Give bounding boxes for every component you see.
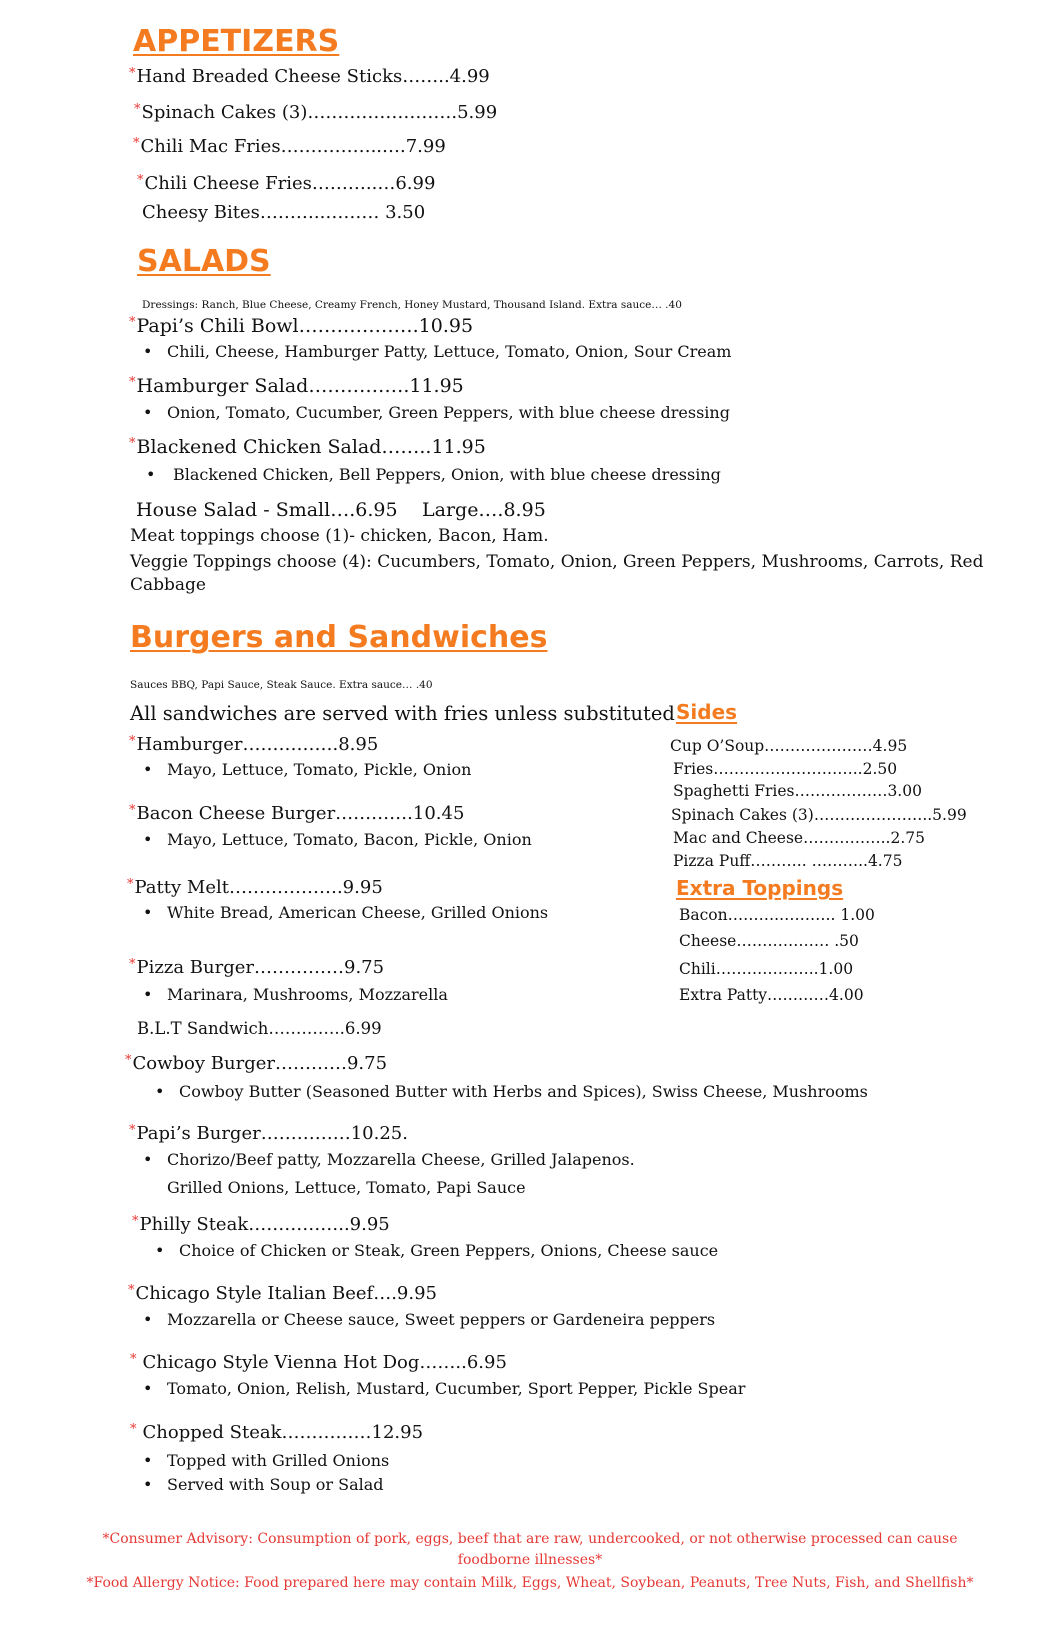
menu-item-spinach-cakes: *Spinach Cakes (3)…………………….5.99	[134, 102, 498, 123]
menu-item-hamburger: *Hamburger…………….8.95	[129, 734, 379, 755]
bullet-icon: •	[143, 1379, 153, 1398]
asterisk-icon: *	[130, 1422, 137, 1437]
menu-item-italian-beef: *Chicago Style Italian Beef….9.95	[128, 1283, 438, 1304]
consumer-advisory: *Consumer Advisory: Consumption of pork, eggs, beef that are raw, undercooked, or not otherwise processed can cause foodborne illnesses*	[102, 1531, 958, 1568]
bullet-icon: •	[143, 1475, 153, 1494]
list-item: • Tomato, Onion, Relish, Mustard, Cucumber, Sport Pepper, Pickle Spear	[143, 1379, 746, 1398]
menu-item-philly-steak: *Philly Steak……………..9.95	[132, 1214, 390, 1235]
asterisk-icon: *	[132, 1214, 139, 1229]
asterisk-icon: *	[127, 877, 134, 892]
menu-item-cheesy-bites: Cheesy Bites………..……… 3.50	[142, 202, 426, 223]
list-item: • Mozzarella or Cheese sauce, Sweet peppers or Gardeneira peppers	[143, 1310, 716, 1329]
asterisk-icon: *	[134, 102, 141, 117]
topping-item-extra-patty: Extra Patty…………4.00	[679, 986, 864, 1004]
bullet-icon: •	[146, 465, 156, 484]
side-item-pizza-puff: Pizza Puff……….. ………..4.75	[673, 852, 903, 870]
asterisk-icon: *	[128, 1283, 135, 1298]
served-with-fries-note: All sandwiches are served with fries unless substituted	[130, 702, 675, 725]
sides-heading: Sides	[676, 700, 738, 724]
veggie-toppings-note: Veggie Toppings choose (4): Cucumbers, Tomato, Onion, Green Peppers, Mushrooms, Carrots, Red Cabbage	[130, 552, 984, 595]
side-item-mac-and-cheese: Mac and Cheese……………..2.75	[673, 829, 925, 847]
menu-item-patty-melt: *Patty Melt……………….9.95	[127, 877, 383, 898]
list-item: • Topped with Grilled Onions	[143, 1451, 390, 1470]
bullet-icon: •	[143, 403, 153, 422]
asterisk-icon: *	[129, 957, 136, 972]
menu-item-chopped-steak: * Chopped Steak……………12.95	[130, 1422, 424, 1443]
menu-item-chili-mac-fries: *Chili Mac Fries……………..….7.99	[133, 136, 446, 157]
asterisk-icon: *	[129, 1123, 136, 1138]
sauces-note: Sauces BBQ, Papi Sauce, Steak Sauce. Extra sauce… .40	[130, 679, 433, 691]
meat-toppings-note: Meat toppings choose (1)- chicken, Bacon, Ham.	[130, 526, 549, 546]
menu-item-cowboy-burger: *Cowboy Burger…………9.75	[125, 1053, 388, 1074]
bullet-icon: •	[143, 760, 153, 779]
list-item: • Blackened Chicken, Bell Peppers, Onion, with blue cheese dressing	[146, 465, 721, 484]
list-item: • Cowboy Butter (Seasoned Butter with Herbs and Spices), Swiss Cheese, Mushrooms	[155, 1082, 868, 1101]
menu-item-hamburger-salad: *Hamburger Salad…………….11.95	[129, 375, 464, 397]
extra-toppings-heading: Extra Toppings	[676, 876, 844, 900]
dressings-note: Dressings: Ranch, Blue Cheese, Creamy French, Honey Mustard, Thousand Island. Extra sauce… .40	[142, 299, 682, 311]
food-allergy-notice: *Food Allergy Notice: Food prepared here may contain Milk, Eggs, Wheat, Soybean, Peanuts, Tree Nuts, Fish, and Shellfish*	[86, 1575, 974, 1591]
asterisk-icon: *	[129, 734, 136, 749]
house-salad-large: Large….8.95	[422, 499, 546, 521]
menu-item-pizza-burger: *Pizza Burger……………9.75	[129, 957, 385, 978]
asterisk-icon: *	[125, 1053, 132, 1068]
bullet-icon: •	[143, 1451, 153, 1470]
list-item: • Chili, Cheese, Hamburger Patty, Lettuce, Tomato, Onion, Sour Cream	[143, 342, 732, 361]
menu-item-blt: B.L.T Sandwich…………..6.99	[137, 1019, 382, 1038]
list-item-continued: Grilled Onions, Lettuce, Tomato, Papi Sauce	[167, 1178, 526, 1197]
menu-item-vienna-hot-dog: * Chicago Style Vienna Hot Dog……..6.95	[130, 1352, 507, 1373]
list-item: • Onion, Tomato, Cucumber, Green Peppers, with blue cheese dressing	[143, 403, 730, 422]
house-salad-small: House Salad - Small….6.95	[136, 499, 398, 521]
asterisk-icon: *	[129, 436, 136, 451]
bullet-icon: •	[143, 830, 153, 849]
topping-item-chili: Chili………………..1.00	[679, 960, 854, 978]
bullet-icon: •	[143, 342, 153, 361]
list-item: • Mayo, Lettuce, Tomato, Pickle, Onion	[143, 760, 472, 779]
menu-item-cheese-sticks: *Hand Breaded Cheese Sticks……..4.99	[129, 66, 490, 87]
list-item: • Choice of Chicken or Steak, Green Peppers, Onions, Cheese sauce	[155, 1241, 719, 1260]
asterisk-icon: *	[130, 1352, 137, 1367]
side-item-spinach-cakes: Spinach Cakes (3)…………………..5.99	[671, 806, 967, 824]
list-item: • Marinara, Mushrooms, Mozzarella	[143, 985, 448, 1004]
list-item: • White Bread, American Cheese, Grilled Onions	[143, 903, 549, 922]
burgers-heading: Burgers and Sandwiches	[130, 620, 548, 655]
list-item: • Served with Soup or Salad	[143, 1475, 384, 1494]
bullet-icon: •	[143, 985, 153, 1004]
bullet-icon: •	[143, 1310, 153, 1329]
menu-item-blackened-chicken-salad: *Blackened Chicken Salad……..11.95	[129, 436, 486, 458]
asterisk-icon: *	[129, 375, 136, 390]
menu-item-papis-chili-bowl: *Papi’s Chili Bowl……………….10.95	[129, 315, 474, 337]
bullet-icon: •	[155, 1241, 165, 1260]
topping-item-bacon: Bacon……….……….. 1.00	[679, 906, 875, 924]
appetizers-heading: APPETIZERS	[133, 24, 340, 59]
menu-item-bacon-cheese-burger: *Bacon Cheese Burger………….10.45	[129, 803, 465, 824]
asterisk-icon: *	[137, 173, 144, 188]
menu-item-chili-cheese-fries: *Chili Cheese Fries………..…6.99	[137, 173, 436, 194]
asterisk-icon: *	[129, 66, 136, 81]
bullet-icon: •	[143, 903, 153, 922]
list-item: • Mayo, Lettuce, Tomato, Bacon, Pickle, Onion	[143, 830, 532, 849]
asterisk-icon: *	[129, 803, 136, 818]
asterisk-icon: *	[129, 315, 136, 330]
menu-item-papis-burger: *Papi’s Burger……………10.25.	[129, 1123, 408, 1144]
side-item-spaghetti-fries: Spaghetti Fries………………3.00	[673, 782, 922, 800]
side-item-fries: Fries………………………..2.50	[673, 760, 898, 778]
list-item: • Chorizo/Beef patty, Mozzarella Cheese, Grilled Jalapenos.	[143, 1150, 635, 1169]
bullet-icon: •	[143, 1150, 153, 1169]
bullet-icon: •	[155, 1082, 165, 1101]
side-item-soup: Cup O’Soup…………………4.95	[670, 737, 908, 755]
salads-heading: SALADS	[137, 244, 271, 279]
asterisk-icon: *	[133, 136, 140, 151]
topping-item-cheese: Cheese……………… .50	[679, 932, 859, 950]
